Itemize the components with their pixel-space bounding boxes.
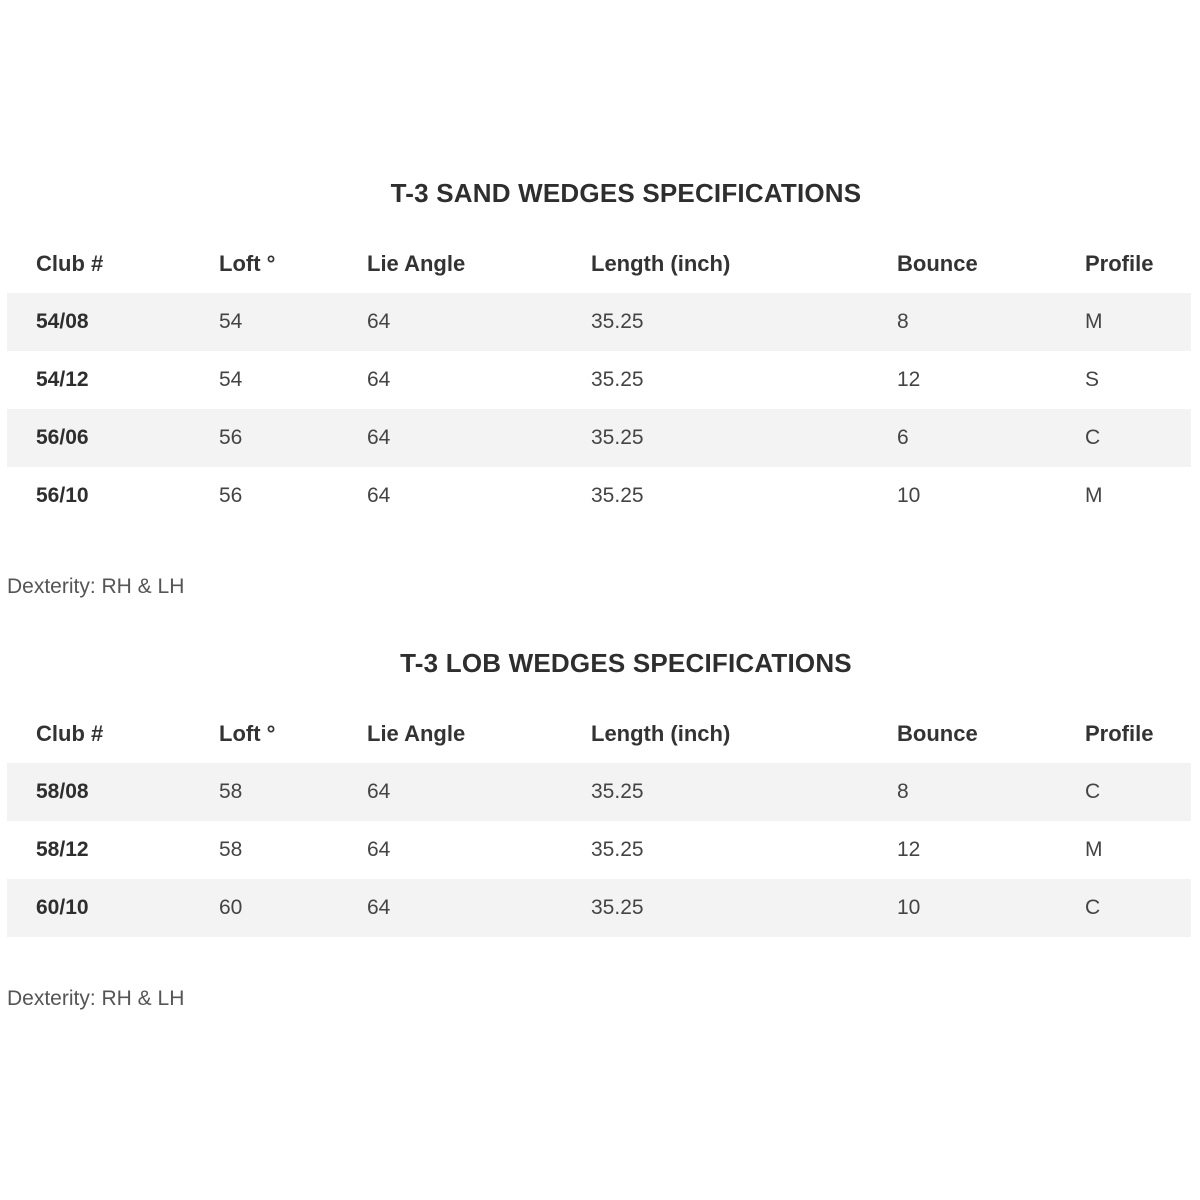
table-header-row: [7, 705, 1191, 763]
cell-lie-angle: 64: [367, 409, 591, 467]
cell-club: 58/12: [7, 821, 219, 879]
cell-profile: C: [1085, 763, 1191, 821]
column-header-profile: Profile: [1085, 251, 1154, 276]
cell-loft: 56: [219, 409, 367, 467]
cell-profile: M: [1085, 293, 1191, 351]
cell-bounce: 12: [897, 351, 1085, 409]
sand-wedges-dexterity: Dexterity: RH & LH: [7, 575, 185, 598]
cell-lie-angle: 64: [367, 763, 591, 821]
cell-club: 56/10: [7, 467, 219, 525]
cell-length: 35.25: [591, 409, 897, 467]
cell-bounce: 10: [897, 467, 1085, 525]
cell-loft: 54: [219, 293, 367, 351]
table-row: [7, 763, 1191, 821]
cell-profile: C: [1085, 409, 1191, 467]
table-row: [7, 821, 1191, 879]
lob-wedges-title: T-3 LOB WEDGES SPECIFICATIONS: [400, 648, 852, 678]
cell-length: 35.25: [591, 763, 897, 821]
table-row: [7, 467, 1191, 525]
cell-lie-angle: 64: [367, 467, 591, 525]
cell-length: 35.25: [591, 351, 897, 409]
sand-wedges-title: T-3 SAND WEDGES SPECIFICATIONS: [390, 178, 862, 208]
cell-loft: 56: [219, 467, 367, 525]
lob-wedges-dexterity: Dexterity: RH & LH: [7, 987, 185, 1010]
cell-length: 35.25: [591, 467, 897, 525]
cell-lie-angle: 64: [367, 879, 591, 937]
table-row: [7, 409, 1191, 467]
cell-loft: 54: [219, 351, 367, 409]
cell-profile: M: [1085, 821, 1191, 879]
column-header-lie-angle: Lie Angle: [367, 721, 466, 746]
column-header-loft: Loft °: [219, 721, 276, 746]
cell-bounce: 8: [897, 763, 1085, 821]
cell-profile: C: [1085, 879, 1191, 937]
column-header-club: Club #: [36, 721, 104, 746]
cell-club: 58/08: [7, 763, 219, 821]
cell-bounce: 8: [897, 293, 1085, 351]
cell-bounce: 10: [897, 879, 1085, 937]
column-header-bounce: Bounce: [897, 721, 978, 746]
column-header-bounce: Bounce: [897, 251, 978, 276]
table-row: [7, 879, 1191, 937]
lob-wedges-table: [7, 705, 1191, 937]
column-header-length: Length (inch): [591, 251, 731, 276]
column-header-length: Length (inch): [591, 721, 731, 746]
sand-wedges-table: [7, 235, 1191, 525]
column-header-loft: Loft °: [219, 251, 276, 276]
cell-bounce: 12: [897, 821, 1085, 879]
column-header-club: Club #: [36, 251, 104, 276]
cell-profile: M: [1085, 467, 1191, 525]
cell-club: 56/06: [7, 409, 219, 467]
cell-loft: 58: [219, 821, 367, 879]
cell-loft: 60: [219, 879, 367, 937]
cell-lie-angle: 64: [367, 821, 591, 879]
cell-profile: S: [1085, 351, 1191, 409]
table-row: [7, 293, 1191, 351]
cell-club: 54/08: [7, 293, 219, 351]
cell-club: 60/10: [7, 879, 219, 937]
cell-lie-angle: 64: [367, 293, 591, 351]
cell-lie-angle: 64: [367, 351, 591, 409]
column-header-profile: Profile: [1085, 721, 1154, 746]
cell-length: 35.25: [591, 879, 897, 937]
cell-length: 35.25: [591, 821, 897, 879]
column-header-lie-angle: Lie Angle: [367, 251, 466, 276]
cell-loft: 58: [219, 763, 367, 821]
cell-club: 54/12: [7, 351, 219, 409]
table-row: [7, 351, 1191, 409]
cell-length: 35.25: [591, 293, 897, 351]
table-header-row: [7, 235, 1191, 293]
cell-bounce: 6: [897, 409, 1085, 467]
